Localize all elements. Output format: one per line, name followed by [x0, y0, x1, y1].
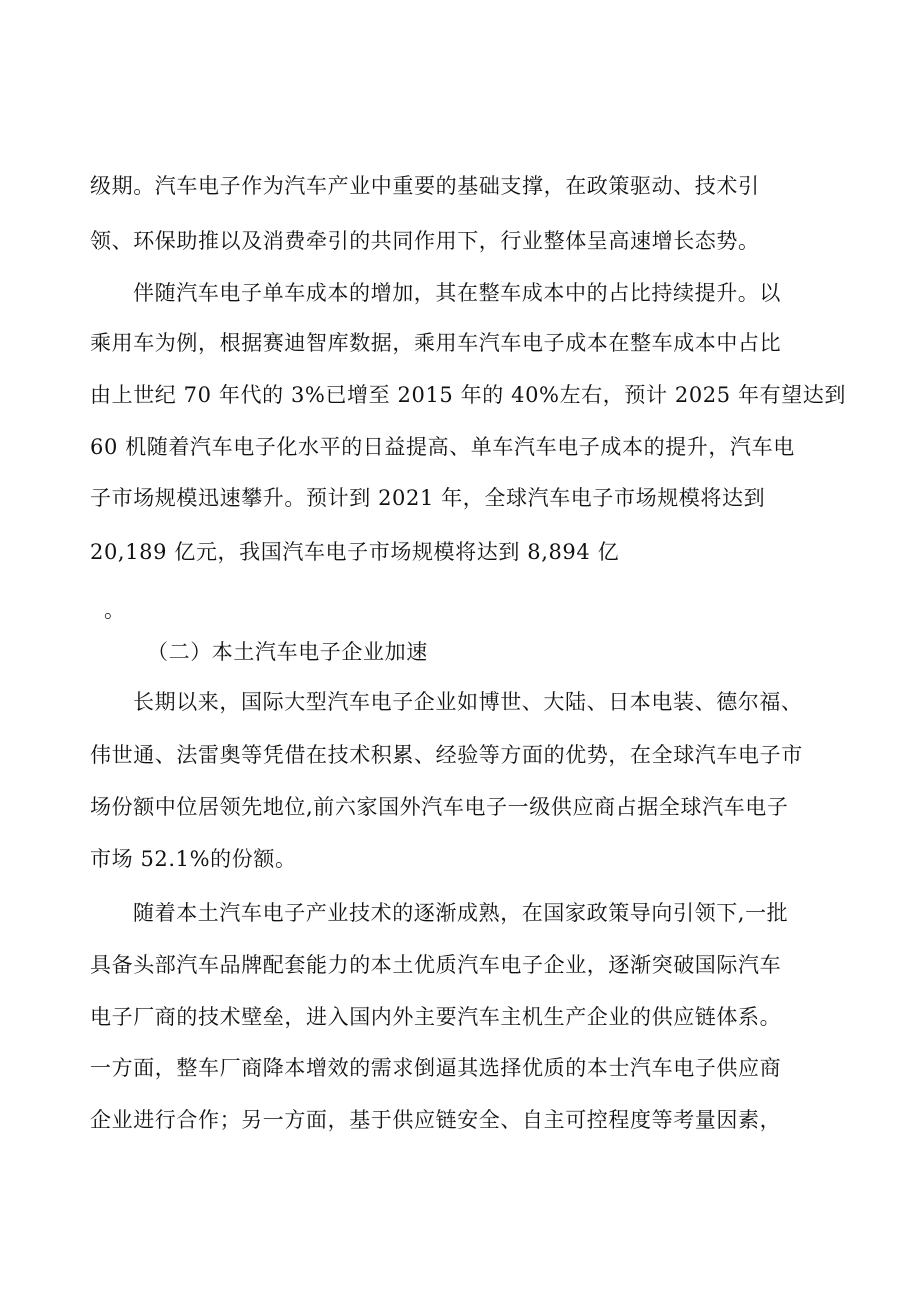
- text-line-18: 企业进行合作；另一方面，基于供应链安全、自主可控程度等考量因素，: [90, 1108, 782, 1132]
- text-line-12: 场份额中位居领先地位,前六家国外汽车电子一级供应商占据全球汽车电子: [90, 795, 789, 819]
- text-line-17: 一方面，整车厂商降本增效的需求倒逼其选择优质的本士汽车电子供应商: [90, 1056, 782, 1080]
- text-line-3: 伴随汽车电子单车成本的增加，其在整车成本中的占比持续提升。以: [133, 281, 781, 305]
- text-line-16: 电子厂商的技术壁垒，进入国内外主要汽车主机生产企业的供应链体系。: [90, 1005, 782, 1029]
- text-line-2: 领、环保助推以及消费牵引的共同作用下，行业整体呈高速增长态势。: [90, 229, 760, 253]
- text-line-15: 具备头部汽车品牌配套能力的本土优质汽车电子企业，逐渐突破国际汽车: [90, 953, 782, 977]
- text-line-10: 长期以来，国际大型汽车电子企业如博世、大陆、日本电装、德尔福、: [133, 690, 803, 714]
- text-line-14: 随着本土汽车电子产业技术的逐渐成熟，在国家政策导向引领下,一批: [133, 901, 789, 925]
- text-line-11: 伟世通、法雷奥等凭借在技术积累、经验等方面的优势，在全球汽车电子市: [90, 743, 803, 767]
- section-heading: （二）本土汽车电子企业加速: [147, 640, 428, 664]
- text-line-8: 20,189 亿元，我国汽车电子市场规模将达到 8,894 亿: [90, 540, 620, 564]
- text-line-7: 子市场规模迅速攀升。预计到 2021 年，全球汽车电子市场规模将达到: [90, 486, 766, 510]
- text-line-1: 级期。汽车电子作为汽车产业中重要的基础支撑，在政策驱动、技术引: [90, 174, 760, 198]
- text-line-4: 乘用车为例，根据赛迪智库数据，乘用车汽车电子成本在整车成本中占比: [90, 331, 782, 355]
- text-line-9: 。: [104, 598, 126, 622]
- text-line-13: 市场 52.1%的份额。: [90, 847, 297, 871]
- text-line-5: 由上世纪 70 年代的 3%已增至 2015 年的 40%左右，预计 2025 年有望达到: [90, 383, 846, 407]
- text-line-6: 60 机随着汽车电子化水平的日益提高、单车汽车电子成本的提升，汽车电: [90, 435, 795, 459]
